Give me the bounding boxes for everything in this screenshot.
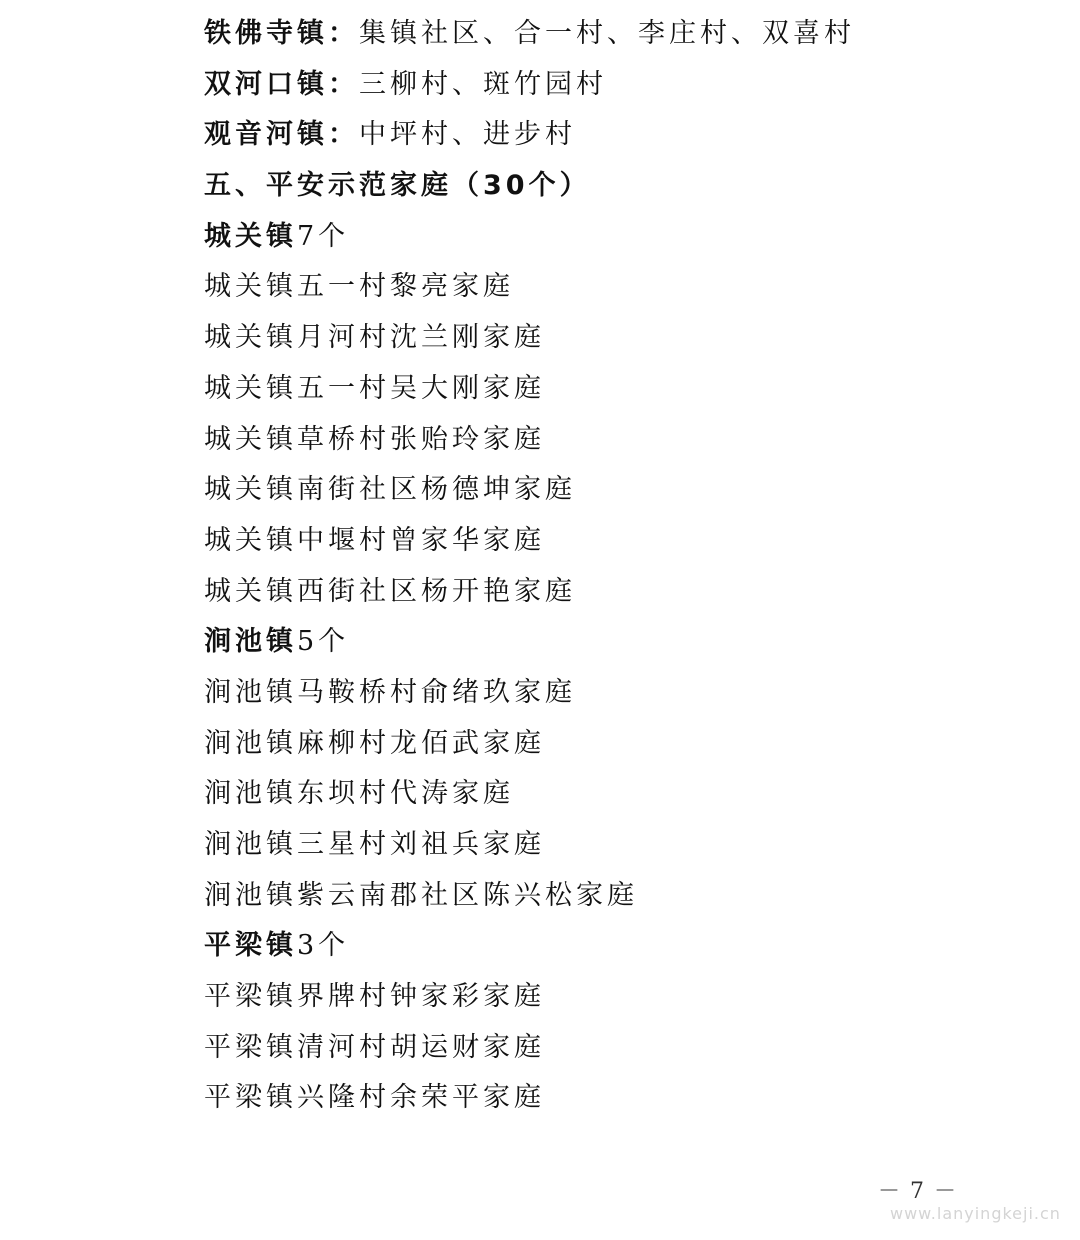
list-item: 城关镇西街社区杨开艳家庭 <box>204 575 576 607</box>
town-label: 铁佛寺镇： <box>204 18 359 49</box>
village-list: 中坪村、进步村 <box>359 119 576 151</box>
town-name: 平梁镇 <box>204 930 297 962</box>
town-name: 涧池镇 <box>204 626 297 658</box>
town-label: 观音河镇： <box>204 119 359 151</box>
town-heading <box>204 921 1024 972</box>
list-item: 涧池镇马鞍桥村俞绪玖家庭 <box>204 676 576 708</box>
town-count: 7个 <box>297 220 350 252</box>
document-body <box>204 9 1024 1124</box>
list-item: 平梁镇清河村胡运财家庭 <box>204 1031 545 1063</box>
town-label: 双河口镇： <box>204 68 359 100</box>
section-heading <box>204 161 1024 212</box>
list-item: 涧池镇紫云南郡社区陈兴松家庭 <box>204 879 638 911</box>
town-heading <box>204 212 1024 263</box>
watermark: www.lanyingkeji.cn <box>890 1204 1061 1223</box>
list-item <box>204 60 1024 111</box>
section-title: 五、平安示范家庭（30个） <box>204 170 591 202</box>
list-item: 城关镇草桥村张贻玲家庭 <box>204 423 545 455</box>
page-number: －7－ <box>878 1179 966 1204</box>
town-name: 城关镇 <box>204 220 297 252</box>
list-item: 平梁镇兴隆村余荣平家庭 <box>204 1082 545 1114</box>
town-count: 3个 <box>297 930 350 962</box>
town-count: 5个 <box>297 626 350 658</box>
village-list: 三柳村、斑竹园村 <box>359 68 607 100</box>
list-item: 城关镇五一村黎亮家庭 <box>204 271 514 303</box>
list-item: 城关镇月河村沈兰刚家庭 <box>204 322 545 354</box>
list-item <box>204 110 1024 161</box>
list-item: 城关镇中堰村曾家华家庭 <box>204 524 545 556</box>
list-item: 涧池镇麻柳村龙佰武家庭 <box>204 727 545 759</box>
town-heading <box>204 617 1024 668</box>
list-item <box>204 9 1024 60</box>
list-item: 城关镇南街社区杨德坤家庭 <box>204 474 576 506</box>
list-item: 城关镇五一村吴大刚家庭 <box>204 372 545 404</box>
list-item: 涧池镇三星村刘祖兵家庭 <box>204 829 545 860</box>
list-item: 涧池镇东坝村代涛家庭 <box>204 778 514 810</box>
village-list: 集镇社区、合一村、李庄村、双喜村 <box>359 18 855 49</box>
list-item: 平梁镇界牌村钟家彩家庭 <box>204 981 545 1013</box>
